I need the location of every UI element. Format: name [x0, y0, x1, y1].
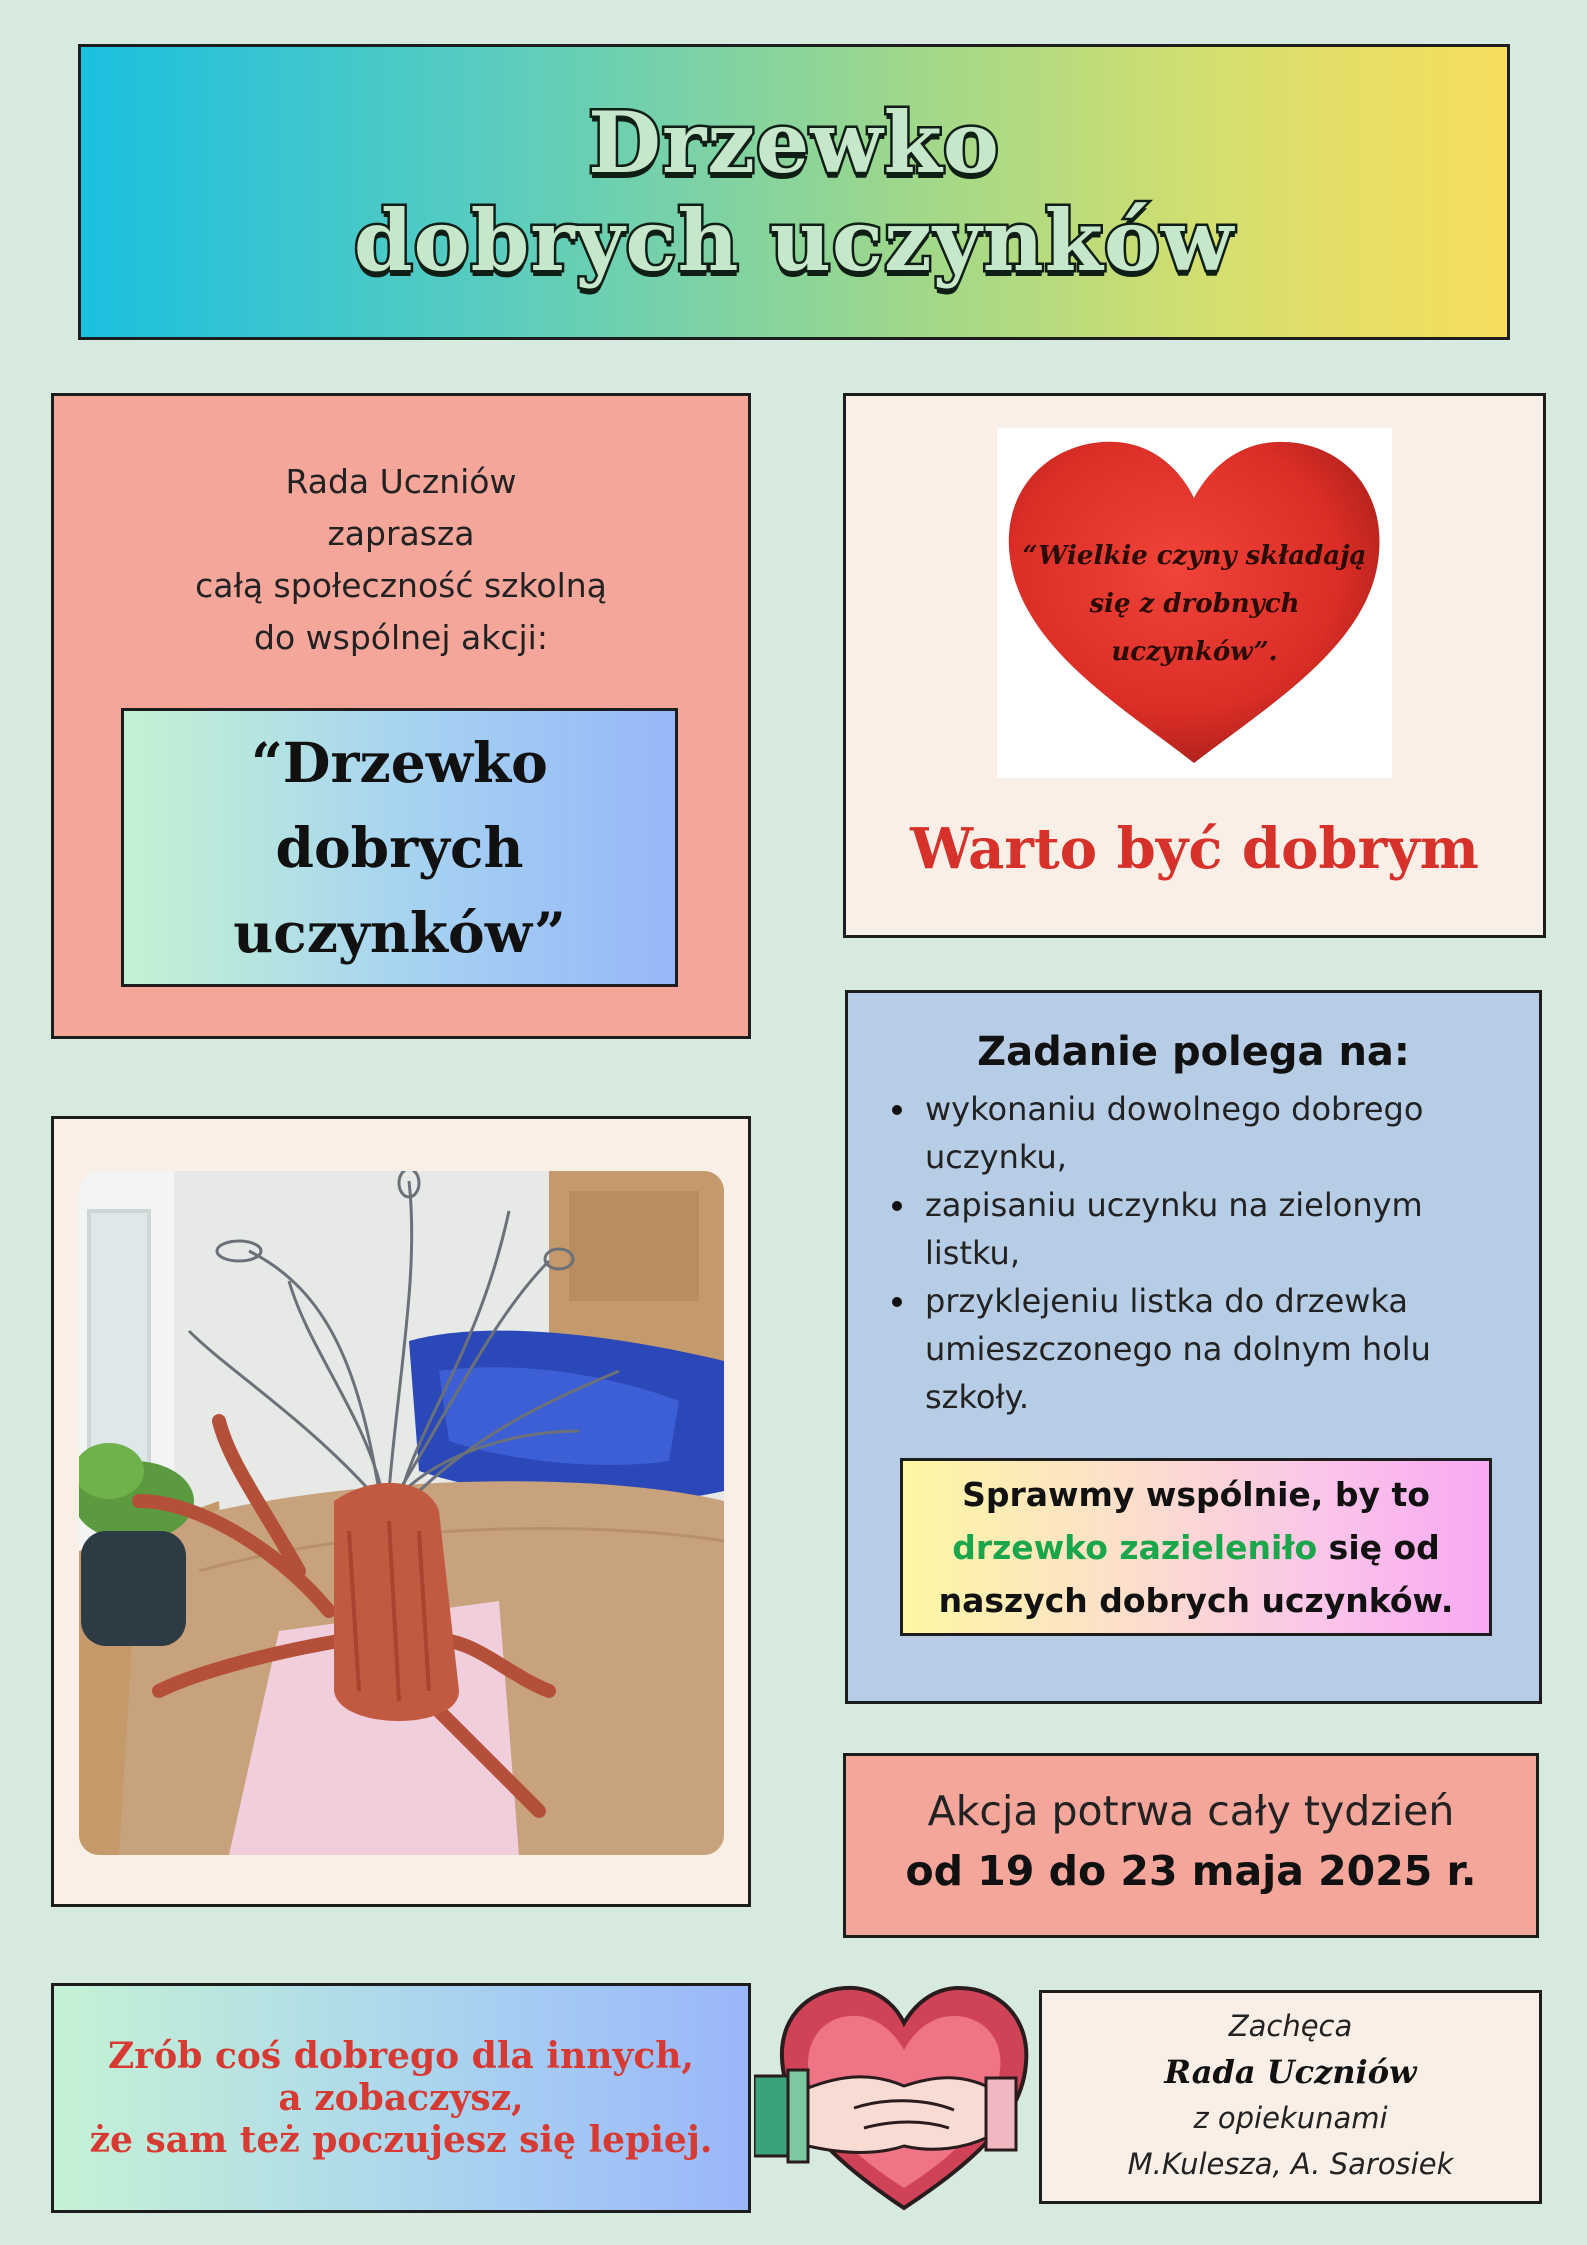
quote-box	[843, 393, 1546, 938]
event-name-box	[121, 708, 678, 987]
task-item-line: wykonaniu dowolnego dobrego	[925, 1090, 1424, 1128]
appeal-green-text: drzewko zazieleniło	[952, 1527, 1318, 1567]
quote-line: się z drobnych	[1089, 589, 1300, 619]
quote-line: “Wielkie czyny składają	[1022, 541, 1367, 571]
hands-heart-icon	[754, 1978, 1036, 2218]
invite-line: zaprasza	[327, 514, 475, 553]
bottom-motto-line: Zrób coś dobrego dla innych,	[108, 2035, 694, 2077]
signature-names: M.Kulesza, A. Sarosiek	[1127, 2147, 1454, 2181]
title-banner	[78, 44, 1510, 340]
title-line-1: Drzewko	[588, 93, 1000, 192]
bottom-motto-box	[51, 1983, 751, 2213]
task-item-line: listku,	[925, 1234, 1020, 1272]
signature-author: Rada Uczniów	[1164, 2053, 1417, 2091]
task-item-line: uczynku,	[925, 1138, 1067, 1176]
task-item-line: przyklejeniu listka do drzewka	[925, 1282, 1409, 1320]
invite-line: do wspólnej akcji:	[254, 618, 548, 657]
heart-card	[997, 428, 1392, 778]
motto-heading: Warto być dobrym	[910, 816, 1479, 882]
photo-box	[51, 1116, 751, 1907]
task-box	[845, 990, 1542, 1704]
task-list	[888, 1085, 1518, 1421]
appeal-box	[900, 1458, 1492, 1636]
appeal-text: się od	[1317, 1527, 1440, 1567]
quote-text	[997, 532, 1392, 676]
event-name-line: dobrych	[275, 815, 524, 880]
invite-box	[51, 393, 751, 1039]
event-name-line: “Drzewko	[251, 730, 548, 795]
appeal-line: Sprawmy wspólnie, by to	[962, 1474, 1430, 1514]
invite-text	[195, 456, 607, 664]
task-item-line: zapisaniu uczynku na zielonym	[925, 1186, 1423, 1224]
date-text: Akcja potrwa cały tydzień	[927, 1787, 1455, 1835]
task-heading: Zadanie polega na:	[977, 1029, 1410, 1075]
task-item	[888, 1277, 1518, 1421]
task-item-line: umieszczonego na dolnym holu	[925, 1330, 1431, 1368]
paper-tree-photo	[79, 1171, 724, 1855]
date-range: od 19 do 23 maja 2025 r.	[905, 1847, 1477, 1895]
event-name-line: uczynków”	[233, 900, 566, 965]
bottom-motto-line: że sam też poczujesz się lepiej.	[89, 2119, 713, 2161]
invite-line: całą społeczność szkolną	[195, 566, 607, 605]
appeal-line	[952, 1521, 1440, 1574]
task-item	[888, 1085, 1518, 1181]
signature-line: Zachęca	[1228, 2009, 1353, 2043]
bottom-motto-line: a zobaczysz,	[278, 2077, 524, 2119]
invite-line: Rada Uczniów	[285, 462, 517, 501]
signature-box	[1039, 1990, 1542, 2204]
title-line-2: dobrych uczynków	[353, 191, 1235, 290]
task-item-line: szkoły.	[925, 1378, 1030, 1416]
signature-line: z opiekunami	[1193, 2101, 1388, 2135]
task-item	[888, 1181, 1518, 1277]
quote-line: uczynków”.	[1111, 637, 1278, 667]
date-box	[843, 1753, 1539, 1938]
appeal-line: naszych dobrych uczynków.	[938, 1580, 1454, 1620]
